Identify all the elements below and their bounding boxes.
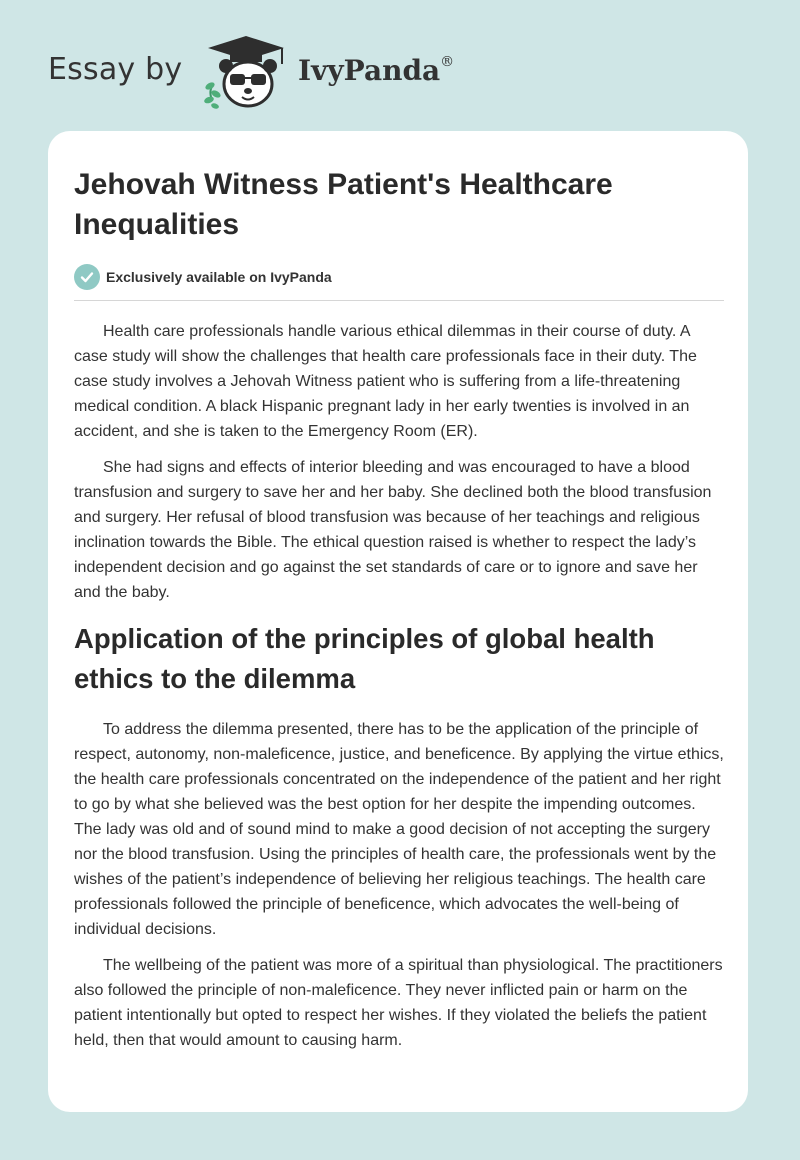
panda-logo-icon (200, 34, 292, 110)
exclusive-badge (74, 263, 724, 291)
check-icon (74, 264, 100, 290)
registered-mark: ® (440, 53, 455, 70)
paragraph: She had signs and effects of interior bleeding and was encouraged to have a blood transfusion and surgery to save her and her baby. She declined both the blood transfusion and surgery. Her refusal of blood transfusion was because of her teachings and religious inclination towards the Bible. The ethical question raised is whether to respect the lady’s independent decision and go against the set standards of care or to ignore and save her and the baby. (74, 459, 712, 601)
paragraph: The wellbeing of the patient was more of a spiritual than physiological. The practitioners also followed the principle of non-maleficence. They never inflicted pain or harm on the patient intentionally but opted to respect her wishes. If they violated the beliefs the patient held, then that would amount to causing harm. (74, 957, 723, 1049)
brand-text: IvyPanda (298, 54, 441, 87)
brand-name[interactable] (298, 54, 454, 87)
title-divider (74, 300, 724, 301)
section-heading: Application of the principles of global health ethics to the dilemma (74, 623, 655, 694)
paragraph: To address the dilemma presented, there has to be the application of the principle of respect, autonomy, non-maleficence, justice, and beneficence. By applying the virtue ethics, the health care professionals concentrated on the independence of the patient and her right to go by what she believed was the best option for her despite the impending outcomes. The lady was old and of sound mind to make a good decision of not accepting the surgery nor the blood transfusion. Using the principles of health care, the professionals went by the wishes of the patient’s independence of believing her religious teachings. The health care professionals followed the principle of beneficence, which advocates the well-being of individual decisions. (74, 721, 724, 938)
paragraph: Health care professionals handle various ethical dilemmas in their course of duty. A case study will show the challenges that health care professionals face in their duty. The case study involves a Jehovah Witness patient who is suffering from a life-threatening medical condition. A black Hispanic pregnant lady in her early twenties is involved in an accident, and she is taken to the Emergency Room (ER). (74, 323, 697, 440)
essay-card (48, 131, 748, 1112)
essay-by-label: Essay by (48, 52, 183, 87)
essay-title: Jehovah Witness Patient's Healthcare Inequalities (74, 168, 613, 241)
essay-content (74, 165, 724, 1053)
site-header (48, 34, 508, 110)
exclusive-label: Exclusively available on IvyPanda (106, 269, 332, 285)
